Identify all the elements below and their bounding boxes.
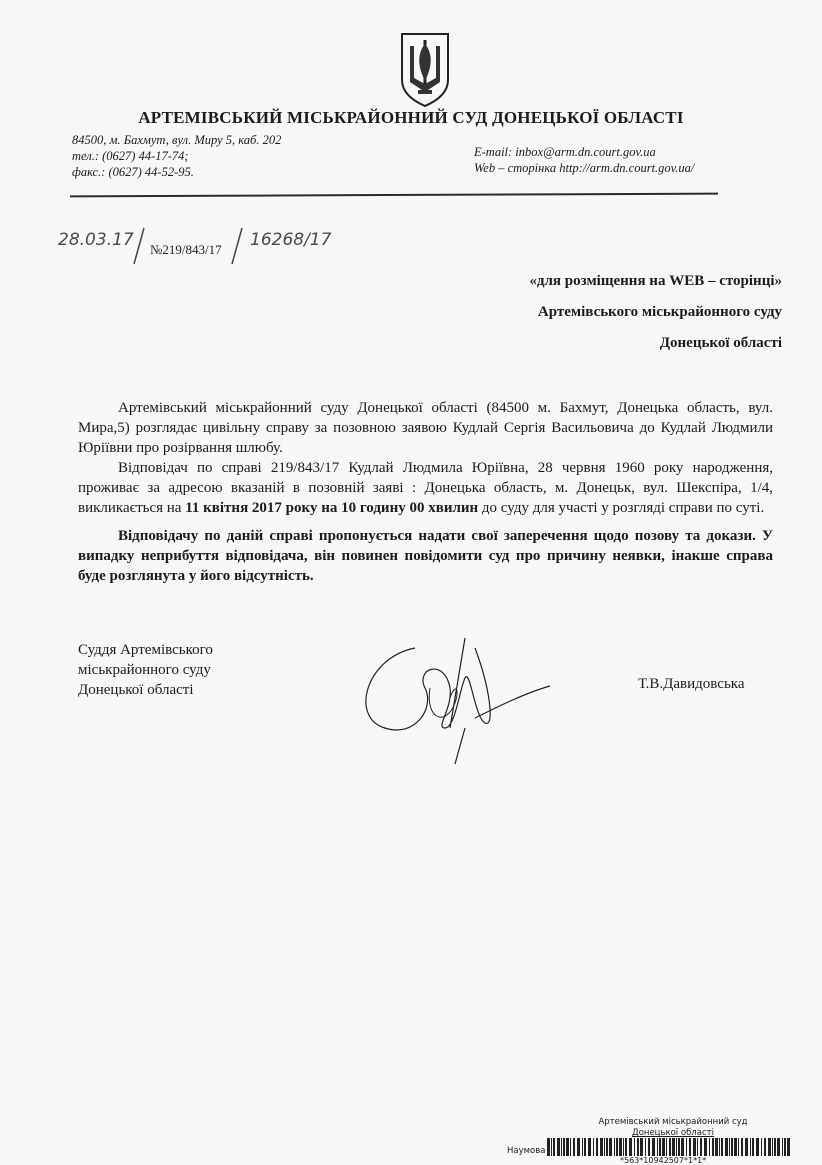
coat-of-arms-icon [396, 30, 454, 108]
court-title: АРТЕМІВСЬКИЙ МІСЬКРАЙОННИЙ СУД ДОНЕЦЬКОЇ ОБЛАСТІ [138, 108, 684, 127]
barcode [547, 1138, 792, 1156]
paragraph-instructions: Відповідачу по даній справі пропонується надати свої заперечення щодо позову та докази. У випадку неприбуття відповідача, він повинен повідомити суд про причину неявки, інакше справа буде розглянута у його відсутність. [78, 528, 773, 584]
hearing-datetime: 11 квітня 2017 року на 10 годину 00 хвилин [185, 500, 479, 516]
slash-mark [228, 226, 244, 266]
court-fax: факс.: (0627) 44-52-95. [72, 165, 194, 179]
handwritten-outgoing-number: 16268/17 [250, 230, 332, 250]
handwritten-date: 28.03.17 [58, 230, 134, 250]
court-contacts-left [72, 132, 281, 180]
court-phone: тел.: (0627) 44-17-74; [72, 149, 189, 163]
case-number: №219/843/17 [150, 242, 222, 257]
paragraph-case: Артемівський міськрайонний суду Донецької області (84500 м. Бахмут, Донецька область, вул. Мира,5) розглядає цивільну справу за позовною заявою Кудлай Сергія Васильовича до Кудлай Людмили Юріївни про розірвання шлюбу. [78, 400, 773, 456]
court-address: 84500, м. Бахмут, вул. Миру 5, каб. 202 [72, 133, 282, 147]
judge-title: Суддя Артемівського міськрайонного суду Донецької області [78, 642, 213, 698]
court-contacts-right [474, 144, 694, 176]
barcode-number: *563*10942507*1*1* [620, 1156, 707, 1165]
addressee-line-1: «для розміщення на WEB – сторінці» [529, 273, 782, 289]
paragraph-summons: Відповідач по справі 219/843/17 Кудлай Людмила Юріївна, 28 червня 1960 року народження, проживає за адресою вказаній в позовній заяві : Донецька область, м. Донецьк, вул. Шекспіра, 1/4, викликається на 11 квітня 2017 року на 10 годину 00 хвилин до суду для участі у розгляді справи по суті. [78, 460, 773, 516]
clerk-name: Наумова [507, 1146, 546, 1156]
notice-body [78, 398, 773, 586]
addressee-line-2: Артемівського міськрайонного суду [537, 304, 782, 320]
slash-mark [130, 226, 146, 266]
handwritten-signature [355, 628, 555, 768]
addressee-block [529, 266, 782, 359]
registration-line [58, 226, 358, 266]
judge-name: Т.В.Давидовська [638, 676, 745, 692]
addressee-line-3: Донецької області [659, 335, 782, 351]
footer-stamp: Артемівський міськрайонний суд Донецької області [598, 1117, 748, 1138]
court-email: E-mail: inbox@arm.dn.court.gov.ua [474, 145, 656, 159]
header-divider [70, 193, 718, 198]
court-website: Web – сторінка http://arm.dn.court.gov.ua/ [474, 161, 695, 175]
